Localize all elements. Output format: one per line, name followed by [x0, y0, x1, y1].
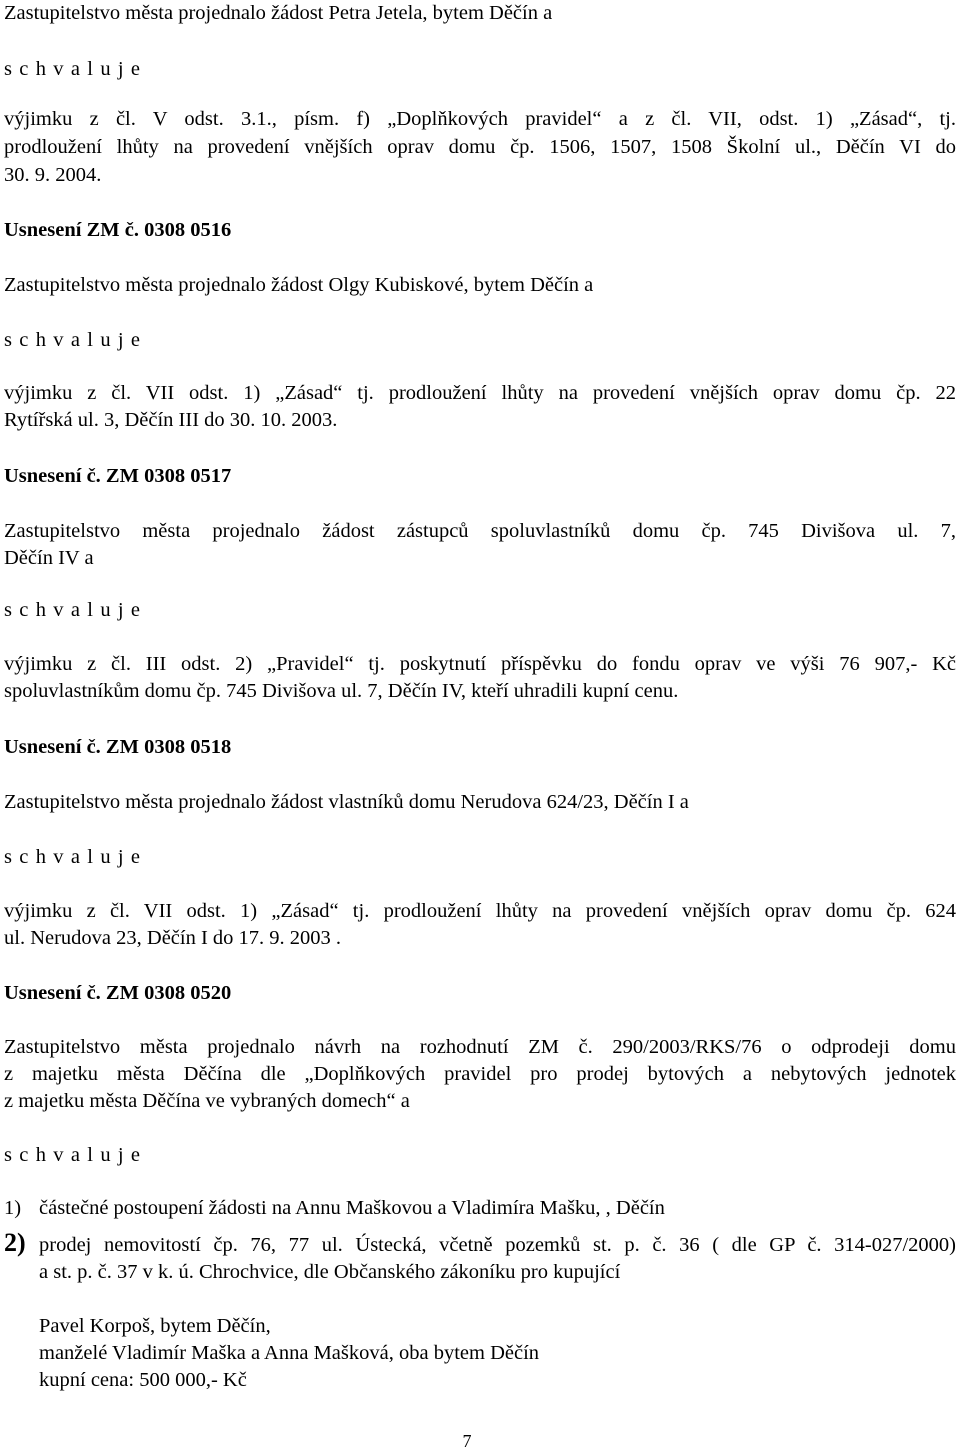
resolution-heading: Usnesení č. ZM 0308 0517 [4, 465, 232, 487]
paragraph-request-jetel: Zastupitelstvo města projednalo žádost Petra Jetela, bytem Děčín a [4, 2, 553, 24]
exception-text-line: výjimku z čl. VII odst. 1) „Zásad“ tj. prodloužení lhůty na provedení vnějších oprav domu čp. 624 [4, 900, 956, 922]
resolution-heading: Usnesení č. ZM 0308 0520 [4, 982, 232, 1004]
list-item-text: částečné postoupení žádosti na Annu Maškovou a Vladimíra Mašku, , Děčín [39, 1197, 665, 1219]
exception-text-line: výjimku z čl. III odst. 2) „Pravidel“ tj. poskytnutí příspěvku do fondu oprav ve výši 76 907,- Kč [4, 653, 956, 675]
paragraph-proposal: z majetku města Děčína ve vybraných domech“ a [4, 1090, 410, 1112]
list-item-text: prodej nemovitostí čp. 76, 77 ul. Ústecká, včetně pozemků st. p. č. 36 ( dle GP č. 314-027/2000) [39, 1234, 956, 1256]
approves-heading: s c h v a l u j e [4, 599, 141, 621]
approves-heading: s c h v a l u j e [4, 329, 141, 351]
exception-text-line: prodloužení lhůty na provedení vnějších oprav domu čp. 1506, 1507, 1508 Školní ul., Děčín VI do [4, 136, 956, 158]
paragraph-request-divisova: Děčín IV a [4, 547, 94, 569]
resolution-heading: Usnesení č. ZM 0308 0518 [4, 736, 232, 758]
paragraph-request-kubiskova: Zastupitelstvo města projednalo žádost Olgy Kubiskové, bytem Děčín a [4, 274, 594, 296]
resolution-heading: Usnesení ZM č. 0308 0516 [4, 219, 232, 241]
exception-text-line: spoluvlastníkům domu čp. 745 Divišova ul. 7, Děčín IV, kteří uhradili kupní cenu. [4, 680, 679, 702]
exception-text-line: ul. Nerudova 23, Děčín I do 17. 9. 2003 . [4, 927, 342, 949]
exception-text-line: výjimku z čl. VII odst. 1) „Zásad“ tj. prodloužení lhůty na provedení vnějších oprav domu čp. 22 [4, 382, 956, 404]
paragraph-proposal: Zastupitelstvo města projednalo návrh na rozhodnutí ZM č. 290/2003/RKS/76 o odprodeji domu [4, 1036, 956, 1058]
list-item-number: 2) [4, 1228, 26, 1257]
list-item-text: a st. p. č. 37 v k. ú. Chrochvice, dle Občanského zákoníku pro kupující [39, 1261, 621, 1283]
buyer-line: Pavel Korpoš, bytem Děčín, [39, 1315, 271, 1337]
purchase-price: kupní cena: 500 000,- Kč [39, 1369, 247, 1391]
buyer-line: manželé Vladimír Maška a Anna Mašková, oba bytem Děčín [39, 1342, 540, 1364]
exception-text-line: výjimku z čl. V odst. 3.1., písm. f) „Doplňkových pravidel“ a z čl. VII, odst. 1) „Zásad“, tj. [4, 108, 956, 130]
approves-heading: s c h v a l u j e [4, 1144, 141, 1166]
paragraph-proposal: z majetku města Děčína dle „Doplňkových pravidel pro prodej bytových a nebytových jednotek [4, 1063, 956, 1085]
approves-heading: s c h v a l u j e [4, 846, 141, 868]
exception-text-line: 30. 9. 2004. [4, 164, 102, 186]
paragraph-request-nerudova: Zastupitelstvo města projednalo žádost vlastníků domu Nerudova 624/23, Děčín I a [4, 791, 689, 813]
paragraph-request-divisova: Zastupitelstvo města projednalo žádost zástupců spoluvlastníků domu čp. 745 Divišova ul. 7, [4, 520, 956, 542]
page-number: 7 [462, 1431, 472, 1451]
list-item-number: 1) [4, 1197, 22, 1219]
exception-text-line: Rytířská ul. 3, Děčín III do 30. 10. 2003. [4, 409, 338, 431]
approves-heading: s c h v a l u j e [4, 58, 141, 80]
